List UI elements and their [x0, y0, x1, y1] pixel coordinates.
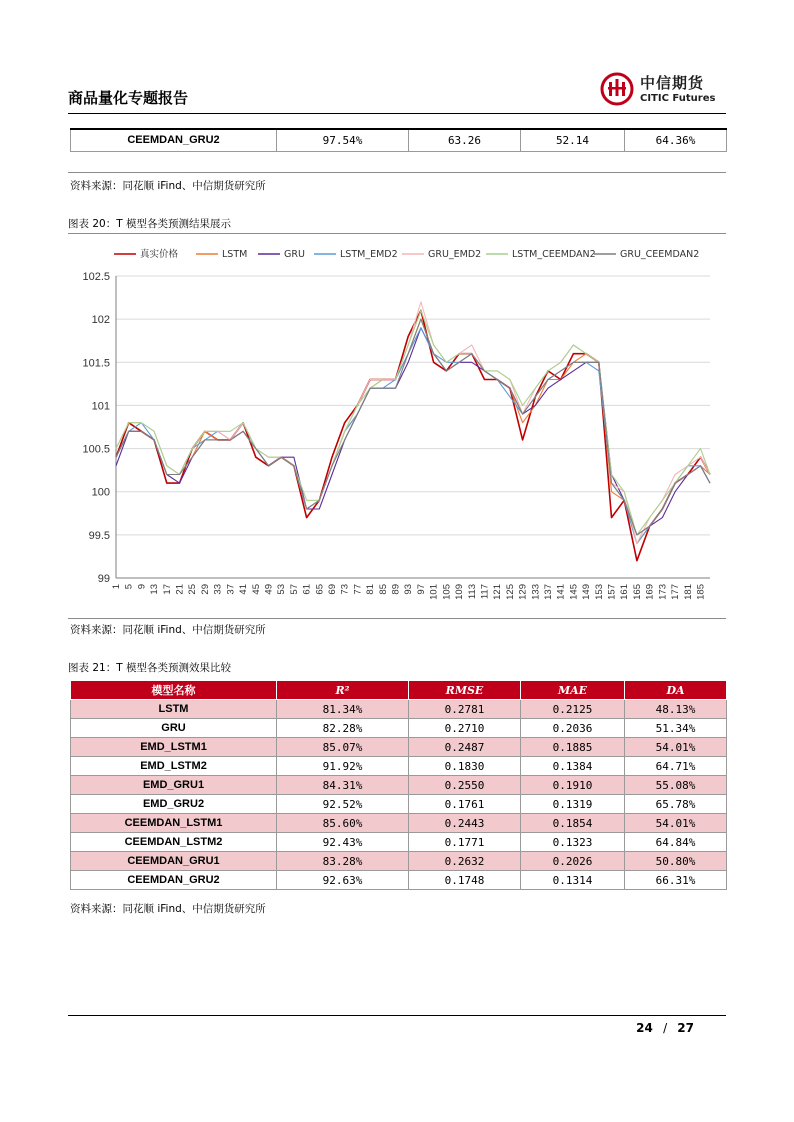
table-cell: 64.84% — [625, 833, 727, 852]
table-cell: 52.14 — [521, 129, 625, 151]
x-tick-label: 117 — [479, 584, 491, 600]
legend-label: LSTM_CEEMDAN2 — [512, 249, 596, 260]
x-tick-label: 145 — [568, 584, 580, 600]
x-tick-label: 161 — [619, 584, 631, 600]
legend-label: 真实价格 — [140, 249, 179, 260]
table-cell: 91.92% — [277, 757, 409, 776]
table-cell: 0.2710 — [409, 719, 521, 738]
x-tick-label: 177 — [670, 584, 682, 600]
x-tick-label: 57 — [288, 584, 300, 595]
table-row — [71, 776, 727, 795]
column-header: DA — [625, 681, 727, 700]
table-cell: 50.80% — [625, 852, 727, 871]
series-line-GRU_EMD2 — [116, 302, 710, 544]
table-cell: 0.1854 — [521, 814, 625, 833]
x-tick-label: 69 — [327, 584, 338, 595]
table-cell: CEEMDAN_GRU2 — [71, 129, 277, 151]
x-tick-label: 105 — [441, 584, 453, 600]
x-tick-label: 93 — [403, 584, 415, 595]
divider — [68, 618, 726, 619]
table-cell: CEEMDAN_GRU2 — [71, 871, 277, 890]
x-tick-label: 21 — [174, 584, 186, 595]
table-cell: EMD_GRU2 — [71, 795, 277, 814]
column-header: RMSE — [409, 681, 521, 700]
table-cell: 0.1830 — [409, 757, 521, 776]
x-tick-label: 49 — [263, 584, 275, 595]
table-cell: CEEMDAN_LSTM2 — [71, 833, 277, 852]
table-cell: 55.08% — [625, 776, 727, 795]
x-tick-label: 5 — [123, 584, 135, 590]
series-line-GRU_CEEMDAN2 — [116, 319, 710, 535]
x-tick-label: 141 — [555, 584, 567, 600]
x-tick-label: 85 — [377, 584, 389, 595]
x-tick-label: 137 — [543, 584, 554, 600]
x-tick-label: 169 — [644, 584, 656, 600]
table-cell: 0.2487 — [409, 738, 521, 757]
table-cell: 92.43% — [277, 833, 409, 852]
results-table-continued — [70, 128, 727, 152]
footer-divider — [68, 1015, 726, 1016]
x-tick-label: 113 — [466, 584, 478, 600]
table-cell: 48.13% — [625, 700, 727, 719]
table-row — [71, 795, 727, 814]
source-note: 资料来源：同花顺 iFind、中信期货研究所 — [70, 180, 266, 192]
table-cell: 84.31% — [277, 776, 409, 795]
table-cell: 0.1761 — [409, 795, 521, 814]
table-cell: 65.78% — [625, 795, 727, 814]
table-row — [71, 833, 727, 852]
table-caption: 图表 21：T 模型各类预测效果比较 — [68, 662, 231, 674]
citic-logo-icon — [600, 72, 634, 106]
legend-label: LSTM — [222, 249, 248, 260]
column-header: 模型名称 — [71, 681, 277, 700]
table-cell: EMD_LSTM2 — [71, 757, 277, 776]
table-cell: LSTM — [71, 700, 277, 719]
table-cell: 97.54% — [277, 129, 409, 151]
x-tick-label: 121 — [492, 584, 504, 600]
table-header-row — [71, 681, 727, 700]
y-tick-label: 102 — [91, 314, 110, 327]
table-cell: GRU — [71, 719, 277, 738]
legend-label: LSTM_EMD2 — [340, 249, 398, 260]
column-header: MAE — [521, 681, 625, 700]
table-cell: 0.1771 — [409, 833, 521, 852]
table-cell: 54.01% — [625, 814, 727, 833]
x-tick-label: 65 — [314, 584, 326, 595]
table-cell: 0.2550 — [409, 776, 521, 795]
x-tick-label: 1 — [111, 584, 122, 590]
legend-label: GRU_EMD2 — [428, 249, 482, 260]
x-tick-label: 165 — [631, 584, 643, 600]
table-cell: 64.71% — [625, 757, 727, 776]
table-cell: 85.60% — [277, 814, 409, 833]
x-tick-label: 129 — [517, 584, 529, 600]
table-cell: 82.28% — [277, 719, 409, 738]
legend-label: GRU — [284, 249, 305, 260]
x-tick-label: 37 — [225, 584, 237, 595]
y-tick-label: 99.5 — [88, 529, 110, 542]
table-cell: CEEMDAN_LSTM1 — [71, 814, 277, 833]
column-header: R² — [277, 681, 409, 700]
table-cell: 0.1319 — [521, 795, 625, 814]
x-tick-label: 89 — [390, 584, 402, 595]
table-cell: 0.1885 — [521, 738, 625, 757]
table-cell: 0.2125 — [521, 700, 625, 719]
x-tick-label: 41 — [238, 584, 250, 595]
table-cell: EMD_GRU1 — [71, 776, 277, 795]
table-cell: 0.1384 — [521, 757, 625, 776]
x-tick-label: 101 — [428, 584, 440, 600]
source-note: 资料来源：同花顺 iFind、中信期货研究所 — [70, 903, 266, 915]
x-tick-label: 13 — [149, 584, 161, 595]
model-comparison-table — [70, 680, 727, 890]
x-tick-label: 17 — [161, 584, 173, 595]
table-cell: 51.34% — [625, 719, 727, 738]
citic-logo — [600, 70, 718, 110]
table-cell: 85.07% — [277, 738, 409, 757]
table-row — [71, 852, 727, 871]
table-row — [71, 719, 727, 738]
table-cell: 0.2036 — [521, 719, 625, 738]
table-cell: 0.2781 — [409, 700, 521, 719]
x-tick-label: 173 — [657, 584, 669, 600]
legend-label: GRU_CEEMDAN2 — [620, 249, 700, 260]
table-row — [71, 871, 727, 890]
y-tick-label: 100.5 — [82, 443, 110, 456]
logo-text-en: CITIC Futures — [640, 93, 716, 104]
x-tick-label: 153 — [593, 584, 605, 600]
x-tick-label: 149 — [581, 584, 593, 600]
table-cell: 83.28% — [277, 852, 409, 871]
table-cell: 92.63% — [277, 871, 409, 890]
x-tick-label: 81 — [365, 584, 377, 595]
chart-svg — [68, 234, 726, 618]
table-row — [71, 129, 727, 151]
table-cell: 64.36% — [625, 129, 727, 151]
logo-text-cn: 中信期货 — [640, 74, 705, 92]
x-tick-label: 45 — [250, 584, 262, 595]
table-cell: 0.1748 — [409, 871, 521, 890]
y-tick-label: 102.5 — [82, 271, 110, 283]
x-tick-label: 97 — [415, 584, 427, 595]
table-cell: 0.1323 — [521, 833, 625, 852]
table-cell: CEEMDAN_GRU1 — [71, 852, 277, 871]
y-tick-label: 101.5 — [82, 357, 110, 370]
table-cell: 0.2443 — [409, 814, 521, 833]
table-row — [71, 738, 727, 757]
report-title: 商品量化专题报告 — [68, 89, 189, 107]
table-row — [71, 757, 727, 776]
table-row — [71, 700, 727, 719]
x-tick-label: 185 — [695, 584, 707, 600]
x-tick-label: 77 — [352, 584, 364, 595]
table-cell: 0.1910 — [521, 776, 625, 795]
page-separator: / — [663, 1021, 668, 1035]
total-pages: 27 — [677, 1021, 694, 1035]
table-cell: 63.26 — [409, 129, 521, 151]
x-tick-label: 9 — [136, 584, 148, 590]
x-tick-label: 109 — [454, 584, 466, 600]
table-cell: 66.31% — [625, 871, 727, 890]
current-page: 24 — [636, 1021, 653, 1035]
x-tick-label: 25 — [187, 584, 199, 595]
x-tick-label: 181 — [682, 584, 694, 600]
table-cell: 0.1314 — [521, 871, 625, 890]
y-tick-label: 99 — [97, 573, 110, 585]
divider — [68, 172, 726, 173]
x-tick-label: 61 — [301, 584, 313, 595]
x-tick-label: 157 — [606, 584, 618, 600]
x-tick-label: 73 — [339, 584, 351, 595]
prediction-line-chart — [68, 234, 726, 618]
figure-caption: 图表 20：T 模型各类预测结果展示 — [68, 218, 231, 230]
series-line-LSTM_EMD2 — [116, 328, 710, 544]
table-row — [71, 814, 727, 833]
x-tick-label: 133 — [530, 584, 542, 600]
y-tick-label: 100 — [91, 486, 110, 499]
table-cell: 0.2026 — [521, 852, 625, 871]
source-note: 资料来源：同花顺 iFind、中信期货研究所 — [70, 624, 266, 636]
table-cell: EMD_LSTM1 — [71, 738, 277, 757]
x-tick-label: 125 — [504, 584, 516, 600]
table-cell: 0.2632 — [409, 852, 521, 871]
table-cell: 54.01% — [625, 738, 727, 757]
table-cell: 81.34% — [277, 700, 409, 719]
x-tick-label: 29 — [199, 584, 211, 595]
table-cell: 92.52% — [277, 795, 409, 814]
page-header — [68, 70, 726, 114]
y-tick-label: 101 — [91, 400, 110, 413]
page-number — [636, 1021, 694, 1035]
x-tick-label: 33 — [212, 584, 224, 595]
x-tick-label: 53 — [276, 584, 288, 595]
